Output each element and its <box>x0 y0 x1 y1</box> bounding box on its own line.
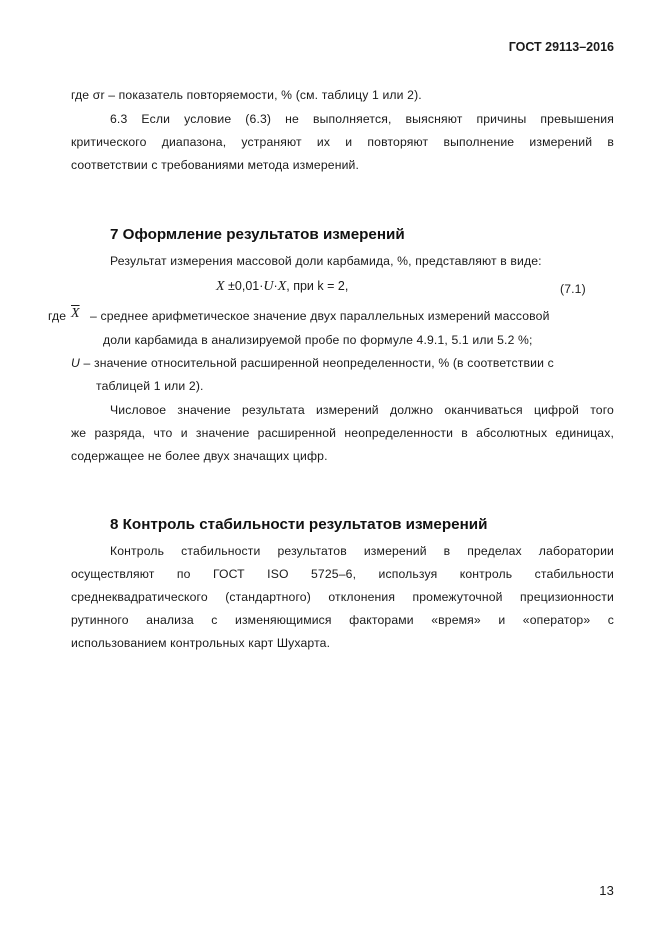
clause-6-3-line-2: критического диапазона, устраняют их и повторяют выполнение измерений в <box>71 135 614 149</box>
where-u-text: – значение относительной расширенной неопределенности, % (в соответствии с <box>79 356 554 370</box>
document-code: ГОСТ 29113–2016 <box>508 40 614 54</box>
section-8-line-2: осуществляют по ГОСТ ISO 5725–6, используя контроль стабильности <box>71 567 614 581</box>
where-x-line-1: – среднее арифметическое значение двух параллельных измерений массовой <box>90 309 550 323</box>
x-bar-symbol <box>71 304 80 322</box>
rounding-line-2: же разряда, что и значение расширенной неопределенности в абсолютных единицах, <box>71 426 614 440</box>
u-symbol: U <box>71 356 80 370</box>
formula-tail: , при k = 2, <box>286 279 349 293</box>
where-x-prefix: где <box>48 309 67 323</box>
formula-x: X <box>216 279 225 294</box>
page-number: 13 <box>599 883 614 898</box>
where-sigma-line: где σr – показатель повторяемости, % (см. таблицу 1 или 2). <box>71 88 422 102</box>
clause-6-3-line-3: соответствии с требованиями метода измерений. <box>71 158 360 172</box>
where-x-line-2: доли карбамида в анализируемой пробе по формуле 4.9.1, 5.1 или 5.2 %; <box>103 333 533 347</box>
section-8-heading: 8 Контроль стабильности результатов измерений <box>110 516 488 533</box>
formula-x2: X <box>277 279 287 294</box>
section-8-line-5: использованием контрольных карт Шухарта. <box>71 636 331 650</box>
formula-number: (7.1) <box>560 282 586 296</box>
where-u-line-2: таблицей 1 или 2). <box>96 379 204 393</box>
rounding-line-1: Числовое значение результата измерений должно оканчиваться цифрой того <box>110 403 614 417</box>
section-8-line-4: рутинного анализа с изменяющимися факторами «время» и «оператор» с <box>71 613 614 627</box>
formula-7-1 <box>216 279 348 295</box>
formula-dot: · <box>273 279 278 293</box>
section-8-line-1: Контроль стабильности результатов измерений в пределах лаборатории <box>110 544 614 558</box>
x-bar-letter: $\overline{X}$ <box>71 306 80 321</box>
rounding-line-3: содержащее не более двух значащих цифр. <box>71 449 328 463</box>
section-8-line-3: среднеквадратического (стандартного) отклонения промежуточной прецизионности <box>71 590 614 604</box>
result-intro-line: Результат измерения массовой доли карбамида, %, представляют в виде: <box>110 254 542 268</box>
section-7-heading: 7 Оформление результатов измерений <box>110 226 405 243</box>
clause-6-3-line-1: 6.3 Если условие (6.3) не выполняется, выясняют причины превышения <box>110 112 614 126</box>
formula-u: U <box>263 279 274 294</box>
formula-middle: ±0,01· <box>224 279 264 293</box>
where-u-line-1 <box>71 356 554 370</box>
